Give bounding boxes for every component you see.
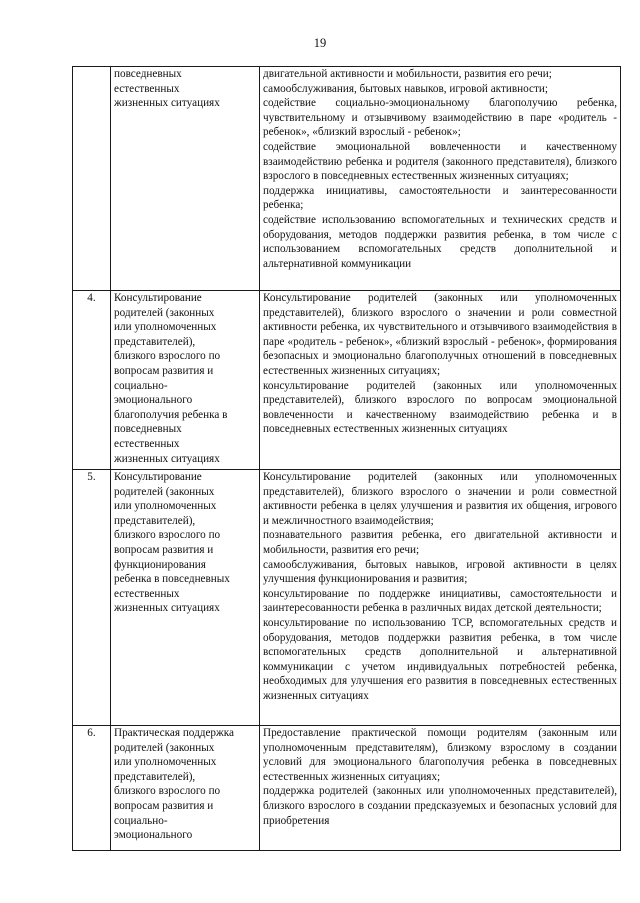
page-number: 19	[313, 36, 327, 50]
service-name-line: близкого взрослого по	[114, 350, 221, 363]
service-name-line: Консультирование	[114, 292, 202, 304]
service-name	[111, 291, 260, 470]
service-name-line: Консультирование	[114, 471, 202, 483]
service-name-line: родителей (законных	[114, 306, 215, 319]
description-paragraph: самообслуживания, бытовых навыков, игровой активности;	[263, 82, 548, 95]
row-number	[73, 67, 111, 291]
service-name-line: социально-	[114, 379, 168, 392]
service-name-line: вопросам развития и	[114, 543, 214, 556]
description-paragraph: поддержка родителей (законных или уполномоченных представителей), близкого взрослого в создании предсказуемых и безопасных условий для приобретения	[263, 785, 617, 827]
service-name-line: или уполномоченных	[114, 756, 217, 769]
service-description	[260, 470, 621, 726]
table-row	[73, 291, 621, 470]
service-name-line: близкого взрослого по	[114, 529, 221, 542]
service-name-line: повседневных	[114, 68, 182, 80]
service-name	[111, 470, 260, 726]
service-description	[260, 291, 621, 470]
service-name-line: или уполномоченных	[114, 321, 217, 334]
description-paragraph: содействие социально-эмоциональному благополучию ребенка, чувствительному и отзывчивому взаимодействию в паре «родитель - ребенок», «близкий взрослый - ребенок»;	[263, 97, 617, 139]
service-name-line: или уполномоченных	[114, 500, 217, 513]
description-paragraph: консультирование по использованию ТСР, вспомогательных средств и оборудования, методов поддержки развития ребенка, в том числе вспомогательных средств дополнительной и альтернативной коммуникации с учетом индивидуальных потребностей ребенка, необходимых для улучшения его развития в повседневных естественных жизненных ситуациях	[263, 616, 617, 702]
description-paragraph: самообслуживания, бытовых навыков, игровой активности в целях улучшения функционирования и развития;	[263, 558, 617, 586]
description-paragraph: Консультирование родителей (законных или уполномоченных представителей), близкого взрослого о значении и роли совместной активности ребенка в целях улучшения и развития их общения, игрового и межличностного взаимодействия;	[263, 471, 617, 527]
description-paragraph: Предоставление практической помощи родителям (законным или уполномоченным представителям), близкому взрослому в создании условий для эмоционального благополучия ребенка в повседневных естественных жизненных ситуациях;	[263, 727, 617, 783]
row-number: 4.	[73, 291, 111, 470]
description-paragraph: консультирование по поддержке инициативы, самостоятельности и заинтересованности ребенка в различных видах детской деятельности;	[263, 587, 617, 615]
service-name-line: близкого взрослого по	[114, 785, 221, 798]
description-paragraph: консультирование родителей (законных или уполномоченных представителей), близкого взрослого по вопросам эмоциональной вовлеченности и качественному взаимодействию ребенка и в повседневных естественных жизненных ситуациях	[263, 379, 617, 436]
service-name-line: родителей (законных	[114, 741, 215, 754]
row-number: 6.	[73, 726, 111, 851]
row-number: 5.	[73, 470, 111, 726]
description-paragraph: двигательной активности и мобильности, развития его речи;	[263, 68, 552, 80]
service-name-line: естественных	[114, 437, 180, 450]
service-name-line: представителей),	[114, 770, 196, 783]
service-name	[111, 67, 260, 291]
service-name-line: вопросам развития и	[114, 364, 214, 377]
services-table-body	[73, 67, 621, 851]
service-name-line: представителей),	[114, 514, 196, 527]
service-name-line: представителей),	[114, 335, 196, 348]
service-name-line: жизненных ситуациях	[114, 452, 220, 465]
service-name-line: ребенка в повседневных	[114, 573, 230, 586]
service-name-line: благополучия ребенка в	[114, 408, 228, 421]
service-name-line: функционирования	[114, 558, 206, 571]
description-paragraph: содействие использованию вспомогательных и технических средств и оборудования, методов поддержки развития ребенка, в том числе с использованием вспомогательных средств дополнительной и альтернативной коммуникации	[263, 213, 617, 270]
service-name-line: эмоционального	[114, 394, 193, 407]
services-table	[72, 66, 621, 851]
table-row	[73, 67, 621, 291]
service-name-line: эмоционального	[114, 829, 193, 842]
service-name-line: естественных	[114, 587, 180, 600]
service-name-line: социально-	[114, 814, 168, 827]
service-name-line: естественных	[114, 82, 180, 95]
service-name-line: вопросам развития и	[114, 799, 214, 812]
description-paragraph: поддержка инициативы, самостоятельности и заинтересованности ребенка;	[263, 184, 617, 212]
description-paragraph: содействие эмоциональной вовлеченности и качественному взаимодействию ребенка и родителя (законного представителя), близкого взрослого в повседневных естественных жизненных ситуациях;	[263, 140, 617, 183]
service-name-line: жизненных ситуациях	[114, 97, 220, 110]
table-row	[73, 470, 621, 726]
service-description	[260, 726, 621, 851]
service-name-line: Практическая поддержка	[114, 727, 234, 739]
service-name-line: жизненных ситуациях	[114, 602, 220, 615]
service-name-line: родителей (законных	[114, 485, 215, 498]
table-row	[73, 726, 621, 851]
service-name	[111, 726, 260, 851]
description-paragraph: Консультирование родителей (законных или уполномоченных представителей), близкого взрослого о значении и роли совместной активности ребенка, их чувствительного и отзывчивого взаимодействия в паре «родитель - ребенок», «близкий взрослый - ребенок», формирования безопасных и эмоционально благополучных отношений в повседневных естественных жизненных ситуациях;	[263, 292, 617, 377]
description-paragraph: познавательного развития ребенка, его двигательной активности и мобильности, развития его речи;	[263, 529, 617, 556]
service-description	[260, 67, 621, 291]
service-name-line: повседневных	[114, 423, 182, 436]
